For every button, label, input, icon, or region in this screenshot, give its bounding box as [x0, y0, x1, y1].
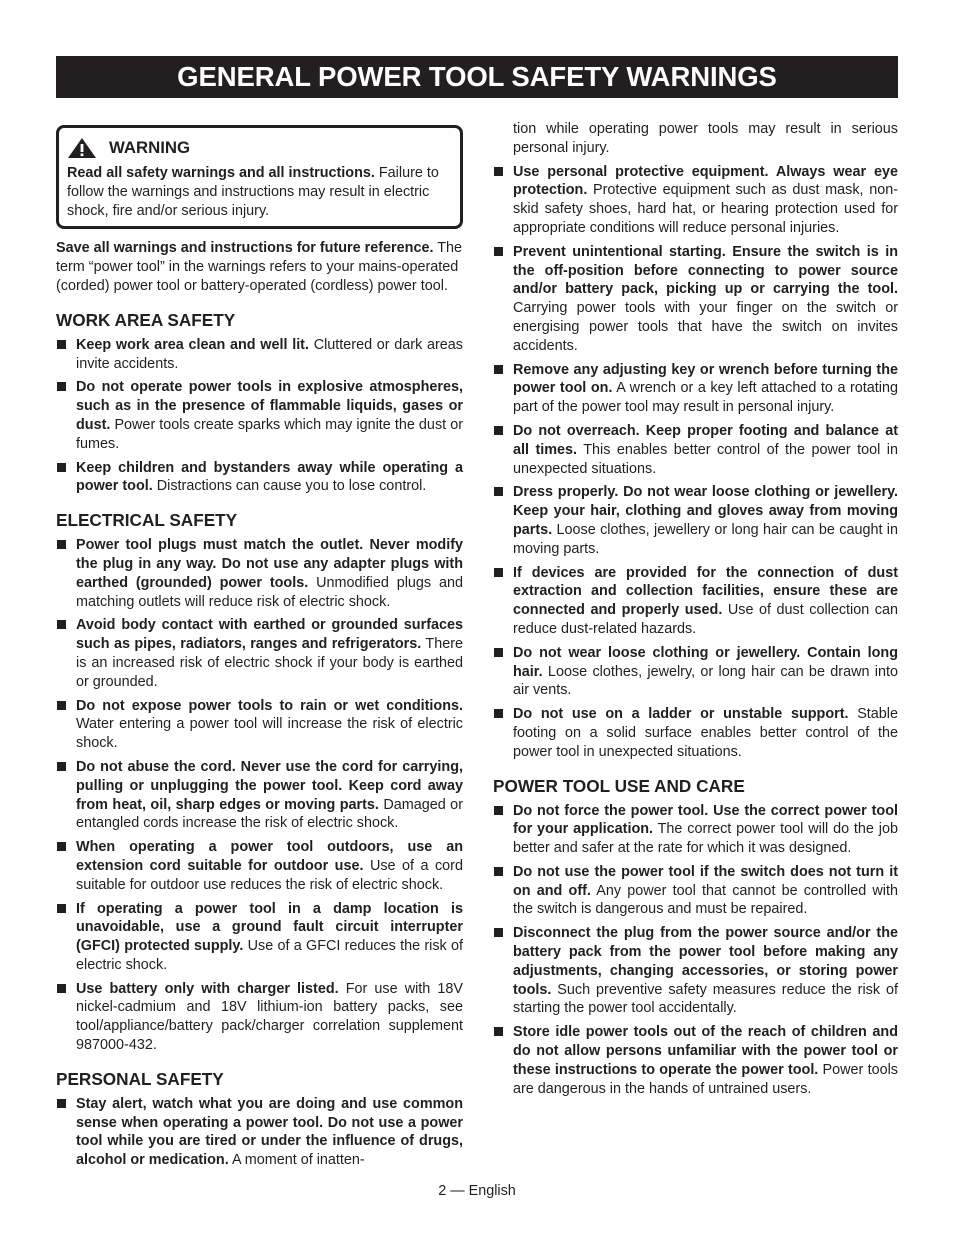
item-text: Use of dust collection can reduce dust-related hazards.	[513, 602, 898, 637]
intro-bold-text: Save all warnings and instructions for future reference.	[56, 240, 434, 257]
bullet-icon	[57, 382, 66, 391]
warning-triangle-icon	[67, 137, 97, 159]
list-item	[56, 336, 463, 374]
work-area-list	[56, 336, 463, 496]
bullet-icon	[494, 365, 503, 374]
item-text: Loose clothes, jewelry, or long hair can be drawn into air vents.	[513, 663, 898, 699]
item-bold-text: If operating a power tool in a damp location is unavoidable, use a ground fault circuit interrupter (GFCI) protected supply.	[76, 900, 463, 955]
item-bold-text: Do not use on a ladder or unstable support.	[513, 706, 849, 723]
item-text: Water entering a power tool will increase the risk of electric shock.	[76, 716, 463, 752]
bullet-icon	[57, 620, 66, 629]
item-text: Damaged or entangled cords increase the risk of electric shock.	[76, 796, 463, 832]
intro-normal-text: The term “power tool” in the warnings refers to your mains-operated (corded) power tool or battery-operated (cordless) power tool.	[56, 240, 462, 294]
item-bold-text: Disconnect the plug from the power source and/or the battery pack from the power tool before making any adjustments, changing accessories, or storing power tools.	[513, 925, 898, 998]
warning-label: WARNING	[109, 137, 191, 157]
item-text: Use of a cord suitable for outdoor use reduces the risk of electric shock.	[76, 857, 463, 893]
list-item	[493, 705, 898, 761]
item-bold-text: Prevent unintentional starting. Ensure the switch is in the off-position before connecting to power source and/or battery pack, picking up or carrying the tool.	[513, 243, 898, 298]
item-text: There is an increased risk of electric shock if your body is earthed or grounded.	[76, 636, 463, 690]
warning-text	[67, 164, 451, 220]
list-item	[56, 378, 463, 453]
item-bold-text: Use personal protective equipment. Always wear eye protection.	[513, 163, 898, 199]
bullet-icon	[494, 1027, 503, 1036]
bullet-icon	[57, 1099, 66, 1108]
bullet-icon	[57, 340, 66, 349]
item-text: Power tools are dangerous in the hands of untrained users.	[513, 1061, 898, 1097]
item-bold-text: Use battery only with charger listed.	[76, 980, 339, 997]
item-text: Cluttered or dark areas invite accidents.	[76, 336, 463, 372]
bullet-icon	[494, 867, 503, 876]
list-item	[493, 483, 898, 558]
left-column	[56, 120, 463, 1175]
item-text: Stable footing on a solid surface enables better control of the power tool in unexpected situations.	[513, 706, 898, 760]
list-item	[56, 900, 463, 975]
warning-bold-text: Read all safety warnings and all instructions.	[67, 165, 375, 181]
list-item	[56, 616, 463, 691]
item-text: Such preventive safety measures reduce the risk of starting the power tool accidentally.	[513, 981, 898, 1017]
list-item	[493, 243, 898, 356]
bullet-icon	[57, 463, 66, 472]
item-bold-text: Do not overreach. Keep proper footing and balance at all times.	[513, 422, 898, 458]
bullet-icon	[494, 247, 503, 256]
bullet-icon	[494, 487, 503, 496]
list-item	[56, 536, 463, 611]
bullet-icon	[57, 904, 66, 913]
item-text: Use of a GFCI reduces the risk of electric shock.	[76, 938, 463, 973]
item-text: Carrying power tools with your finger on the switch or energising power tools that have the switch on invites accidents.	[513, 300, 898, 354]
item-text: Loose clothes, jewellery or long hair can be caught in moving parts.	[513, 521, 898, 557]
bullet-icon	[494, 167, 503, 176]
item-bold-text: Do not abuse the cord. Never use the cord for carrying, pulling or unplugging the power tool. Keep cord away from heat, oil, sharp edges or moving parts.	[76, 758, 463, 813]
use-care-list	[493, 802, 898, 1099]
bullet-icon	[494, 709, 503, 718]
item-text: Distractions can cause you to lose control.	[152, 478, 427, 495]
list-item	[493, 1023, 898, 1098]
item-bold-text: Dress properly. Do not wear loose clothing or jewellery. Keep your hair, clothing and gloves away from moving parts.	[513, 484, 898, 538]
warning-heading	[67, 136, 451, 160]
item-text: Power tools create sparks which may ignite the dust or fumes.	[76, 416, 463, 452]
warning-box	[56, 125, 463, 229]
item-text: For use with 18V nickel-cadmium and 18V lithium-ion battery packs, see tool/appliance/battery pack/charger correlation supplement 987000-432.	[76, 980, 464, 1054]
list-item	[56, 838, 463, 894]
list-item	[56, 980, 463, 1055]
list-item	[493, 644, 898, 700]
list-item	[56, 1095, 463, 1170]
item-bold-text: Do not wear loose clothing or jewellery. Contain long hair.	[513, 644, 898, 680]
list-item	[56, 459, 463, 497]
item-bold-text: Do not expose power tools to rain or wet conditions.	[76, 697, 463, 714]
list-item	[493, 422, 898, 478]
bullet-icon	[494, 806, 503, 815]
bullet-icon	[57, 701, 66, 710]
bullet-icon	[494, 648, 503, 657]
item-bold-text: Keep work area clean and well lit.	[76, 336, 309, 353]
section-heading-use-care: POWER TOOL USE AND CARE	[493, 775, 745, 796]
item-text: Any power tool that cannot be controlled with the switch is dangerous and must be repaired.	[513, 882, 898, 918]
list-item	[493, 863, 898, 919]
item-text: The correct power tool will do the job better and safer at the rate for which it was designed.	[513, 821, 898, 857]
continuation-text: tion while operating power tools may result in serious personal injury.	[513, 121, 898, 156]
right-column	[493, 120, 898, 1103]
page-title: GENERAL POWER TOOL SAFETY WARNINGS	[56, 56, 898, 98]
page-footer: 2 — English	[438, 1183, 516, 1199]
item-bold-text: Power tool plugs must match the outlet. Never modify the plug in any way. Do not use any adapter plugs with earthed (grounded) power tools.	[76, 537, 463, 591]
item-bold-text: Do not use the power tool if the switch does not turn it on and off.	[513, 863, 898, 899]
bullet-icon	[494, 928, 503, 937]
personal-list	[56, 1095, 463, 1170]
item-bold-text: Store idle power tools out of the reach of children and do not allow persons unfamiliar with the power tool or these instructions to operate the power tool.	[513, 1024, 898, 1078]
bullet-icon	[57, 540, 66, 549]
list-item	[56, 697, 463, 753]
list-item	[493, 564, 898, 639]
item-bold-text: Stay alert, watch what you are doing and use common sense when operating a power tool. Do not use a power tool while you are tired or under the influence of drugs, alcohol or medication.	[76, 1095, 463, 1169]
item-bold-text: Avoid body contact with earthed or grounded surfaces such as pipes, radiators, ranges and refrigerators.	[76, 617, 463, 653]
list-item	[493, 163, 898, 238]
bullet-icon	[57, 762, 66, 771]
item-text: This enables better control of the power tool in unexpected situations.	[513, 441, 898, 477]
list-item	[56, 758, 463, 833]
bullet-icon	[494, 426, 503, 435]
bullet-icon	[494, 568, 503, 577]
item-text: Protective equipment such as dust mask, non-skid safety shoes, hard hat, or hearing protection used for appropriate conditions will reduce personal injuries.	[513, 182, 898, 236]
section-heading-personal: PERSONAL SAFETY	[56, 1068, 224, 1089]
electrical-list	[56, 536, 463, 1055]
personal-list-continued	[493, 163, 898, 762]
item-bold-text: Remove any adjusting key or wrench before turning the power tool on.	[513, 361, 898, 397]
bullet-icon	[57, 984, 66, 993]
section-heading-work-area: WORK AREA SAFETY	[56, 309, 236, 330]
list-item	[493, 802, 898, 858]
intro-paragraph	[56, 239, 463, 295]
item-text: A moment of inatten-	[228, 1152, 365, 1169]
item-text: A wrench or a key left attached to a rotating part of the power tool may result in personal injury.	[513, 380, 899, 416]
item-text: Unmodified plugs and matching outlets will reduce risk of electric shock.	[76, 574, 463, 610]
item-bold-text: If devices are provided for the connection of dust extraction and collection facilities, ensure these are connected and properly used.	[513, 564, 898, 619]
item-bold-text: Do not operate power tools in explosive atmospheres, such as in the presence of flammable liquids, gases or dust.	[76, 379, 463, 433]
list-item	[493, 361, 898, 417]
item-bold-text: When operating a power tool outdoors, use an extension cord suitable for outdoor use.	[76, 839, 463, 874]
bullet-icon	[57, 842, 66, 851]
warning-normal-text: Failure to follow the warnings and instructions may result in electric shock, fire and/or serious injury.	[67, 165, 439, 219]
item-bold-text: Do not force the power tool. Use the correct power tool for your application.	[513, 802, 898, 838]
item-bold-text: Keep children and bystanders away while operating a power tool.	[76, 459, 463, 495]
section-heading-electrical: ELECTRICAL SAFETY	[56, 510, 238, 531]
list-item	[493, 924, 898, 1018]
